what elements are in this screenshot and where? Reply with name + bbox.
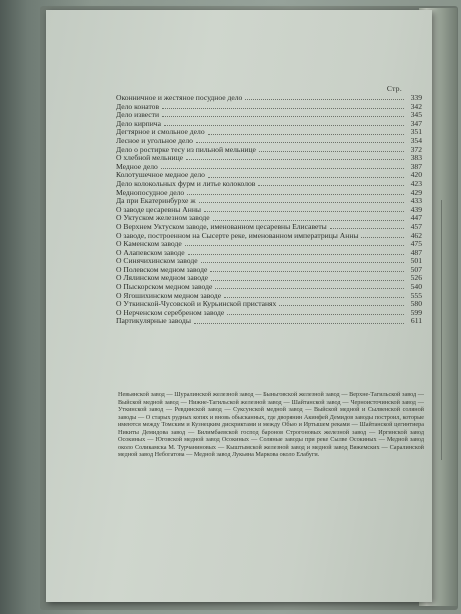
toc-leader-dots bbox=[211, 280, 404, 281]
toc-entry-page: 429 bbox=[410, 187, 422, 197]
toc-entry-page: 599 bbox=[410, 307, 422, 317]
toc-entry-page: 387 bbox=[410, 161, 422, 171]
toc-entry-title: Дело извести bbox=[116, 110, 160, 120]
toc-entry-title: Дело о ростирке тесу из пильной мельнице bbox=[116, 144, 256, 154]
toc-entry-title: О Синячихинском заводе bbox=[116, 256, 198, 266]
toc-leader-dots bbox=[162, 108, 404, 109]
toc-leader-dots bbox=[188, 254, 404, 255]
toc-entry-page: 487 bbox=[410, 247, 422, 257]
toc-entry-title: О Верхнем Уктуском заводе, именованном цесаревны Елисаветы bbox=[116, 221, 327, 231]
toc-entry-title: О Полевском медном заводе bbox=[116, 264, 208, 274]
toc-entry-title: О заводе, построенном на Сысерте реке, именованном императрицы Анны bbox=[116, 230, 359, 240]
toc-leader-dots bbox=[227, 314, 404, 315]
toc-entry-page: 457 bbox=[410, 221, 422, 231]
toc-entry-page: 347 bbox=[410, 118, 422, 128]
toc-leader-dots bbox=[196, 142, 404, 143]
toc-leader-dots bbox=[186, 159, 404, 160]
toc-entry-page: 580 bbox=[410, 299, 422, 309]
toc-entry-title: О Уктуском железном заводе bbox=[116, 213, 210, 223]
toc-leader-dots bbox=[215, 288, 404, 289]
toc-leader-dots bbox=[245, 99, 404, 100]
toc-entry-title: О Нерченском серебреном заводе bbox=[116, 307, 225, 317]
toc-entry-page: 526 bbox=[410, 273, 422, 283]
toc-entry-page: 345 bbox=[410, 110, 422, 120]
contents-paragraph: Невьянской завод — Шуралинской железной завод — Быньговской железной завод — Верхне-Тагильской завод — Выйской медной завод — Нижне-Тагильской железной завод — Шайтанской завод — Черноисточинской завод — Уткинской завод — Ревдинской завод — Суксунской медной завод — Выйской медной и Сылвенской соляной заводы — О старых рудных копях и вновь обысканных, где дворянин Акинфей Демидов заводы построил, которые имеются между Томским и Кузнецким дискриктами и между Обью и Иртышем реками — Шайтанской цегинтиера Никиты Демидова завод — Билимбаевской господ баронов Строгоновых железной завод — Иргинской завод Осокиных — Юговской медной завод Осокиных — Соляные заводы при реке Сылве Осокиных — Медной завод около Соликамска М. Турчаниновых — Кыштымской железной завод и медной завод Вяжемских — Саралинской медной завод Небогатова — Медной завод Лукьяна Маркова около Елабуги. bbox=[118, 391, 424, 458]
toc-entry-title: О Пыскорском медном заводе bbox=[116, 282, 213, 292]
toc-leader-dots bbox=[259, 151, 404, 152]
toc-leader-dots bbox=[224, 297, 404, 298]
toc-leader-dots bbox=[187, 194, 404, 195]
toc-entry-title: Колотушечное медное дело bbox=[116, 170, 205, 180]
toc-leader-dots bbox=[208, 177, 404, 178]
toc-entry-title: Дело кирпича bbox=[116, 118, 161, 128]
toc-entry-title: О заводе цесаревны Анны bbox=[116, 204, 201, 214]
toc-entry-page: 462 bbox=[410, 230, 422, 240]
toc-entry bbox=[116, 137, 422, 145]
toc-leader-dots bbox=[330, 228, 404, 229]
toc-leader-dots bbox=[194, 323, 404, 324]
toc-entry-page: 439 bbox=[410, 204, 422, 214]
toc-entry-page: 611 bbox=[410, 316, 422, 326]
page-column-header: Стр. bbox=[386, 84, 402, 93]
toc-leader-dots bbox=[164, 125, 404, 126]
toc-entry-page: 383 bbox=[410, 153, 422, 163]
toc-entry-title: Дело конатов bbox=[116, 101, 160, 111]
toc-entry-page: 420 bbox=[410, 170, 422, 180]
toc-leader-dots bbox=[162, 116, 404, 117]
toc-leader-dots bbox=[279, 305, 404, 306]
toc-leader-dots bbox=[258, 185, 404, 186]
toc-leader-dots bbox=[210, 271, 404, 272]
toc-entry-title: Лесное и угольное дело bbox=[116, 135, 193, 145]
toc-entry-title: О Ягошихинском медном заводе bbox=[116, 290, 222, 300]
toc-leader-dots bbox=[213, 220, 404, 221]
toc-entry bbox=[116, 180, 422, 188]
toc-entry-title: О Каменском заводе bbox=[116, 239, 182, 249]
toc-entry bbox=[116, 223, 422, 231]
toc-leader-dots bbox=[361, 237, 404, 238]
toc-entry-title: О хлебной мельнице bbox=[116, 153, 184, 163]
toc-leader-dots bbox=[161, 168, 404, 169]
toc-entry bbox=[116, 111, 422, 119]
toc-entry-title: Медное дело bbox=[116, 161, 158, 171]
table-of-contents bbox=[116, 94, 422, 326]
toc-entry-page: 342 bbox=[410, 101, 422, 111]
toc-entry-title: Партикулярные заводы bbox=[116, 316, 191, 326]
toc-entry-page: 540 bbox=[410, 282, 422, 292]
toc-entry bbox=[116, 317, 422, 325]
toc-entry-title: Дело колокольных фурм и литье колоколов bbox=[116, 178, 256, 188]
toc-entry bbox=[116, 154, 422, 162]
toc-entry-page: 354 bbox=[410, 135, 422, 145]
toc-entry-page: 423 bbox=[410, 178, 422, 188]
toc-leader-dots bbox=[208, 134, 404, 135]
toc-entry bbox=[116, 94, 422, 102]
toc-entry-page: 351 bbox=[410, 127, 422, 137]
toc-entry-title: О Уткинской-Чусовской и Курьинской пристанях bbox=[116, 299, 277, 309]
toc-entry-title: Дегтярное и смольное дело bbox=[116, 127, 205, 137]
toc-leader-dots bbox=[201, 262, 404, 263]
book-edge-strip bbox=[441, 200, 460, 460]
toc-entry-page: 433 bbox=[410, 196, 422, 206]
toc-entry-page: 501 bbox=[410, 256, 422, 266]
toc-entry-page: 447 bbox=[410, 213, 422, 223]
toc-entry-title: Да при Екатеринбурхе ж bbox=[116, 196, 196, 206]
toc-entry-page: 372 bbox=[410, 144, 422, 154]
toc-leader-dots bbox=[199, 202, 404, 203]
toc-entry-title: О Лялинском медном заводе bbox=[116, 273, 209, 283]
toc-entry-page: 475 bbox=[410, 239, 422, 249]
toc-entry bbox=[116, 103, 422, 111]
book-page bbox=[46, 10, 432, 602]
toc-leader-dots bbox=[204, 211, 404, 212]
toc-entry-title: О Алапевском заводе bbox=[116, 247, 185, 257]
toc-entry-title: Меднопосудное дело bbox=[116, 187, 185, 197]
toc-leader-dots bbox=[185, 245, 404, 246]
toc-entry-page: 507 bbox=[410, 264, 422, 274]
toc-entry-page: 339 bbox=[410, 93, 422, 102]
toc-entry-page: 555 bbox=[410, 290, 422, 300]
toc-entry-title: Оконничное и жестяное посудное дело bbox=[116, 93, 243, 102]
page-content bbox=[46, 10, 432, 602]
